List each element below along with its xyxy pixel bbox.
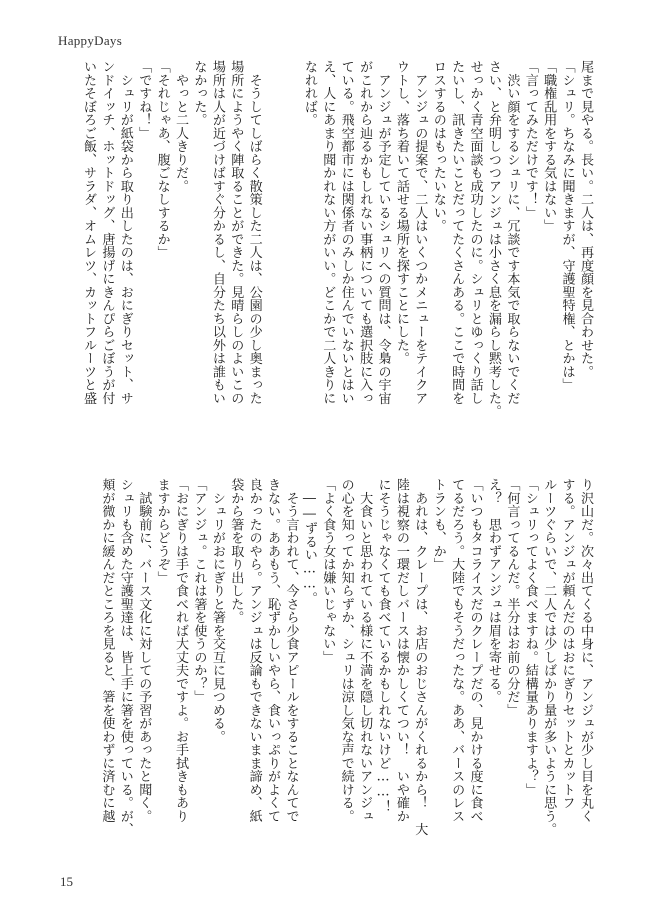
text-line: 頬が微かに緩んだところを見ると、箸を使わずに済むに越 bbox=[99, 478, 115, 823]
text-block-bottom bbox=[29, 478, 594, 873]
text-line: やっと二人きりだ。 bbox=[173, 60, 189, 193]
text-line: 尾まで見やる。長い。二人は、再度顔を見合わせた。 bbox=[578, 60, 593, 378]
text-line: がこれから辿るかもしれない事柄についても選択肢に入っ bbox=[357, 60, 373, 405]
text-line: り沢山だ。次々出てくる中身に、アンジュが少し目を丸く bbox=[578, 478, 593, 823]
text-line: 「おにぎりは手で食べれば大丈夫ですよ。お手拭きもあり bbox=[173, 478, 189, 823]
text-line: の心を知ってか知らずか、シュリは涼し気な声で続ける。 bbox=[338, 478, 354, 823]
text-line: 「何言ってるんだ。半分はお前の分だ」 bbox=[504, 478, 520, 717]
text-line: てるだろう。大陸でもそうだったな。ああ、バースのレス bbox=[449, 478, 465, 823]
text-line: 試験前に、バース文化に対しての予習があったと聞く。 bbox=[136, 478, 152, 823]
text-line: ロスするのはもったいない。 bbox=[430, 60, 446, 233]
text-line: え？ 思わずアンジュは眉を寄せる。 bbox=[485, 478, 501, 704]
text-line: 良かったのやら。アンジュは反論もできないまま諦め、紙 bbox=[246, 478, 262, 823]
text-line: 袋から箸を取り出した。 bbox=[228, 478, 244, 624]
text-line: シュリがおにぎりと箸を交互に見つめる。 bbox=[209, 478, 225, 743]
text-line: そう言われて、今さら少食アピールをすることなんてで bbox=[283, 478, 299, 823]
text-line: そうしてしばらく散策した二人は、公園の少し奥まった bbox=[246, 60, 262, 405]
text-line: 「職権乱用をする気はない」 bbox=[541, 60, 557, 233]
text-line: さい、と弁明しつつアンジュは小さく息を漏らし黙考した。 bbox=[485, 60, 501, 418]
text-line: 「言ってみただけです！」 bbox=[522, 60, 538, 219]
text-line: にそうじゃなくても食べているかもしれないけど……！ bbox=[375, 478, 391, 814]
text-line: せっかく青空面談も成功したのに。シュリとゆっくり話し bbox=[467, 60, 483, 405]
text-line bbox=[281, 60, 299, 463]
running-header: HappyDays bbox=[58, 33, 123, 48]
text-line: 「シュリってよく食べますね。結構量ありますよ？」 bbox=[522, 478, 538, 796]
text-line bbox=[263, 60, 281, 463]
text-line: いたそぼろご飯、サラダ、オムレツ、カットフルーツと盛 bbox=[81, 60, 97, 405]
text-line: 場所は人が近づけばすぐ分かるし、自分たち以外は誰もい bbox=[209, 60, 225, 405]
text-line: する。アンジュが頼んだのはおにぎりセットとカットフ bbox=[559, 478, 575, 810]
text-line: 「ですね！」 bbox=[136, 60, 152, 140]
text-line: きない。ああもう、恥ずかしいやら、食いっぷりがよくて bbox=[265, 478, 281, 823]
text-line: あれは、クレープは、お店のおじさんがくれるから！ 大 bbox=[412, 478, 428, 836]
text-line: シュリも含めた守護聖達は、皆上手に箸を使っている。が、 bbox=[117, 478, 133, 836]
text-line: 「アンジュ。これは箸を使うのか？」 bbox=[191, 478, 207, 704]
text-line: トランも、か」 bbox=[430, 478, 446, 571]
text-line: ルーツぐらいで、二人では少しばかり量が多いように思う。 bbox=[541, 478, 557, 836]
text-line: 「シュリ。ちなみに聞きますが、守護聖特権、とかは」 bbox=[559, 60, 575, 392]
text-line: 陸は視察の一環だしバースは懐かしくてつい！ いや確か bbox=[393, 478, 409, 823]
text-line: なれれば。 bbox=[301, 60, 317, 127]
text-line: 大食いと思われている様に不満を隠し切れないアンジュ bbox=[357, 478, 373, 823]
text-line: アンジュの提案で、二人はいくつかメニューをテイクア bbox=[412, 60, 428, 405]
text-block-top bbox=[29, 60, 594, 463]
text-line: アンジュが予定しているシュリへの質問は、令梟の宇宙 bbox=[375, 60, 391, 405]
text-line: 場所にようやく陣取ることができた。見晴らしのよいこの bbox=[228, 60, 244, 405]
text-line: ――ずるい……。 bbox=[301, 478, 317, 605]
text-line: たいし、訊きたいことだってたくさんある。ここで時間を bbox=[449, 60, 465, 405]
text-line: 「それじゃあ、腹ごなしするか」 bbox=[154, 60, 170, 259]
text-line: 「いつもタコライスだのクレープだの、見かける度に食べ bbox=[467, 478, 483, 823]
text-line: ンドイッチ、ホットドッグ、唐揚げにきんぴらごぼうが付 bbox=[99, 60, 115, 405]
text-line: え、人にあまり聞かれない方がいい。どこかで二人きりに bbox=[320, 60, 336, 405]
text-line: シュリが紙袋から取り出したのは、おにぎりセット、サ bbox=[117, 60, 133, 405]
text-line: ウトし、落ち着いて話せる場所を探すことにした。 bbox=[393, 60, 409, 365]
page-number: 15 bbox=[60, 874, 73, 889]
text-line: 渋い顔をするシュリに、冗談です本気で取らないでくだ bbox=[504, 60, 520, 405]
text-line: ますからどうぞ」 bbox=[154, 478, 170, 584]
text-line: 「よく食う女は嫌いじゃない」 bbox=[320, 478, 336, 664]
text-line: ている。飛空都市には関係者のみしか住んでいないとはい bbox=[338, 60, 354, 405]
text-line: なかった。 bbox=[191, 60, 207, 127]
